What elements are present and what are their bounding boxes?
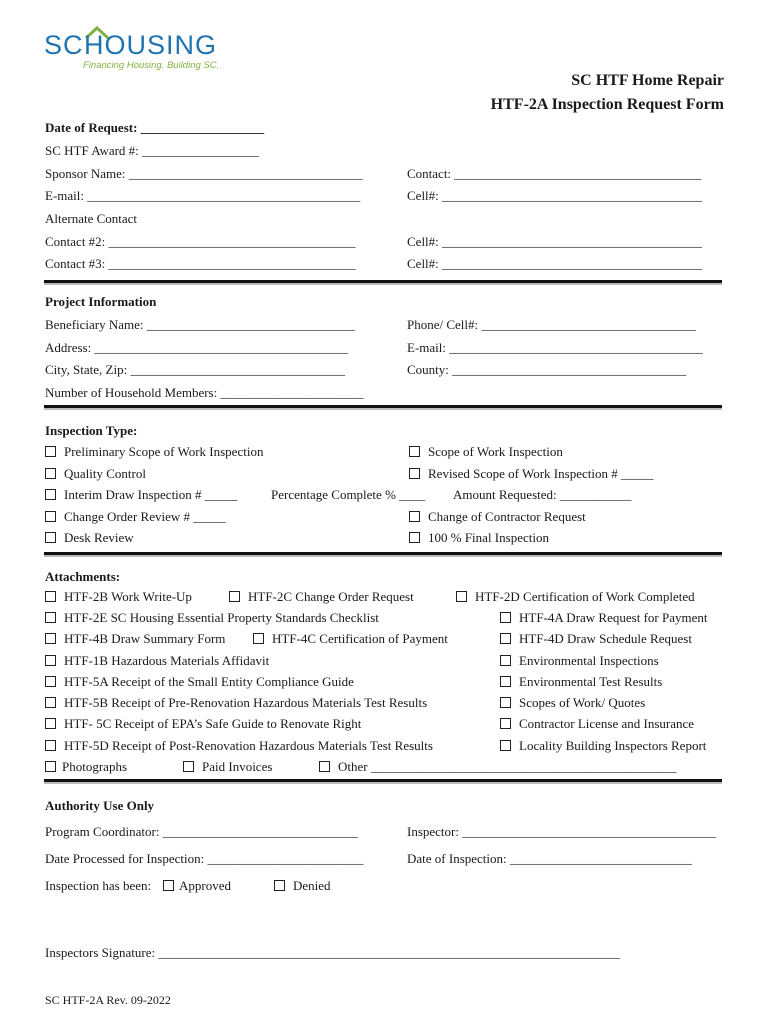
- inspection-status-label: Inspection has been:: [45, 878, 152, 893]
- attach-htf2e[interactable]: HTF-2E SC Housing Essential Property Standards Checklist: [45, 610, 379, 626]
- preliminary-inspection-option[interactable]: Preliminary Scope of Work Inspection: [45, 444, 263, 460]
- checkbox[interactable]: [163, 880, 174, 891]
- contact-field[interactable]: Contact: ______________________________________: [407, 166, 702, 181]
- attach-other[interactable]: Other _______________________________________________: [319, 759, 676, 775]
- inspector-field[interactable]: Inspector: _______________________________________: [407, 824, 716, 839]
- approved-option[interactable]: Approved: [163, 878, 231, 894]
- city-state-zip-field[interactable]: City, State, Zip: _________________________________: [45, 362, 345, 377]
- checkbox[interactable]: [45, 468, 56, 479]
- date-processed-field[interactable]: Date Processed for Inspection: ________________________: [45, 851, 364, 866]
- checkbox[interactable]: [500, 633, 511, 644]
- attach-htf4a[interactable]: HTF-4A Draw Request for Payment: [500, 610, 707, 626]
- award-field[interactable]: SC HTF Award #: __________________: [45, 143, 260, 158]
- section-divider: [44, 552, 722, 555]
- authority-heading: Authority Use Only: [45, 798, 155, 813]
- sponsor-name-field[interactable]: Sponsor Name: ____________________________________: [45, 166, 363, 181]
- desk-review-option[interactable]: Desk Review: [45, 530, 134, 546]
- attach-scopes[interactable]: Scopes of Work/ Quotes: [500, 695, 645, 711]
- section-divider: [44, 779, 722, 782]
- change-order-review-option[interactable]: Change Order Review # _____: [45, 509, 226, 525]
- denied-option[interactable]: Denied: [274, 878, 331, 894]
- change-contractor-option[interactable]: Change of Contractor Request: [409, 509, 586, 525]
- checkbox[interactable]: [45, 532, 56, 543]
- household-members-field[interactable]: Number of Household Members: ______________________: [45, 385, 364, 400]
- attach-locality[interactable]: Locality Building Inspectors Report: [500, 738, 706, 754]
- checkbox[interactable]: [500, 697, 511, 708]
- logo-sc-text: SC: [44, 30, 84, 60]
- cell2-field[interactable]: Cell#: ________________________________________: [407, 234, 703, 249]
- attach-invoices[interactable]: Paid Invoices: [183, 759, 272, 775]
- checkbox[interactable]: [45, 511, 56, 522]
- date-of-inspection-field[interactable]: Date of Inspection: ____________________________: [407, 851, 692, 866]
- cell3-field[interactable]: Cell#: ________________________________________: [407, 256, 703, 271]
- logo-housing-text: HOUSING: [84, 30, 218, 60]
- form-title-line2: HTF-2A Inspection Request Form: [490, 96, 724, 113]
- amount-requested-field[interactable]: Amount Requested: ___________: [453, 487, 632, 502]
- inspection-type-heading: Inspection Type:: [45, 423, 138, 438]
- attach-htf5d[interactable]: HTF-5D Receipt of Post-Renovation Hazardous Materials Test Results: [45, 738, 433, 754]
- scope-inspection-option[interactable]: Scope of Work Inspection: [409, 444, 563, 460]
- attachments-heading: Attachments:: [45, 569, 121, 584]
- percentage-complete-field[interactable]: Percentage Complete % ____: [271, 487, 426, 502]
- checkbox[interactable]: [45, 761, 56, 772]
- project-info-heading: Project Information: [45, 294, 157, 309]
- checkbox[interactable]: [45, 612, 56, 623]
- form-title-line1: SC HTF Home Repair: [571, 72, 724, 89]
- attach-htf5b[interactable]: HTF-5B Receipt of Pre-Renovation Hazardous Materials Test Results: [45, 695, 427, 711]
- attach-htf4c[interactable]: HTF-4C Certification of Payment: [253, 631, 448, 647]
- checkbox[interactable]: [45, 718, 56, 729]
- cell-field[interactable]: Cell#: ________________________________________: [407, 188, 703, 203]
- contact3-field[interactable]: Contact #3: ______________________________________: [45, 256, 356, 271]
- checkbox[interactable]: [274, 880, 285, 891]
- checkbox[interactable]: [500, 676, 511, 687]
- checkbox[interactable]: [45, 446, 56, 457]
- logo-tagline: Financing Housing. Building SC.: [83, 60, 220, 71]
- checkbox[interactable]: [45, 655, 56, 666]
- checkbox[interactable]: [409, 446, 420, 457]
- section-divider: [44, 280, 722, 283]
- checkbox[interactable]: [500, 612, 511, 623]
- checkbox[interactable]: [45, 676, 56, 687]
- phone-cell-field[interactable]: Phone/ Cell#: _________________________________: [407, 317, 696, 332]
- alternate-contact-label: Alternate Contact: [45, 211, 138, 226]
- contact2-field[interactable]: Contact #2: ______________________________________: [45, 234, 356, 249]
- attach-license[interactable]: Contractor License and Insurance: [500, 716, 694, 732]
- beneficiary-name-field[interactable]: Beneficiary Name: ________________________________: [45, 317, 355, 332]
- address-field[interactable]: Address: _______________________________________: [45, 340, 348, 355]
- inspector-signature-field[interactable]: Inspectors Signature: _______________________________________________________________________: [45, 945, 620, 960]
- program-coordinator-field[interactable]: Program Coordinator: ______________________________: [45, 824, 358, 839]
- checkbox[interactable]: [183, 761, 194, 772]
- attach-env-results[interactable]: Environmental Test Results: [500, 674, 662, 690]
- attach-env-inspections[interactable]: Environmental Inspections: [500, 653, 659, 669]
- email-field[interactable]: E-mail: __________________________________________: [45, 188, 361, 203]
- attach-htf5c[interactable]: HTF- 5C Receipt of EPA’s Safe Guide to Renovate Right: [45, 716, 361, 732]
- project-email-field[interactable]: E-mail: _______________________________________: [407, 340, 703, 355]
- attach-htf4b[interactable]: HTF-4B Draw Summary Form: [45, 631, 225, 647]
- attach-htf2c[interactable]: HTF-2C Change Order Request: [229, 589, 414, 605]
- interim-draw-option[interactable]: Interim Draw Inspection # _____: [45, 487, 237, 503]
- quality-control-option[interactable]: Quality Control: [45, 466, 146, 482]
- attach-photographs[interactable]: Photographs: [45, 759, 127, 775]
- checkbox[interactable]: [500, 740, 511, 751]
- checkbox[interactable]: [45, 633, 56, 644]
- checkbox[interactable]: [409, 511, 420, 522]
- county-field[interactable]: County: ____________________________________: [407, 362, 687, 377]
- attach-htf2d[interactable]: HTF-2D Certification of Work Completed: [456, 589, 695, 605]
- checkbox[interactable]: [319, 761, 330, 772]
- attach-htf4d[interactable]: HTF-4D Draw Schedule Request: [500, 631, 692, 647]
- checkbox[interactable]: [500, 655, 511, 666]
- attach-htf5a[interactable]: HTF-5A Receipt of the Small Entity Compliance Guide: [45, 674, 354, 690]
- checkbox[interactable]: [229, 591, 240, 602]
- checkbox[interactable]: [45, 489, 56, 500]
- form-revision-footer: SC HTF-2A Rev. 09-2022: [45, 993, 171, 1007]
- revised-scope-option[interactable]: Revised Scope of Work Inspection # _____: [409, 466, 653, 482]
- checkbox[interactable]: [45, 740, 56, 751]
- section-divider: [44, 405, 722, 408]
- checkbox[interactable]: [45, 697, 56, 708]
- checkbox[interactable]: [456, 591, 467, 602]
- checkbox[interactable]: [409, 532, 420, 543]
- checkbox[interactable]: [253, 633, 264, 644]
- checkbox[interactable]: [45, 591, 56, 602]
- date-of-request-field[interactable]: Date of Request: ___________________: [45, 120, 265, 135]
- checkbox[interactable]: [409, 468, 420, 479]
- attach-htf2b[interactable]: HTF-2B Work Write-Up: [45, 589, 192, 605]
- final-inspection-option[interactable]: 100 % Final Inspection: [409, 530, 549, 546]
- attach-htf1b[interactable]: HTF-1B Hazardous Materials Affidavit: [45, 653, 269, 669]
- checkbox[interactable]: [500, 718, 511, 729]
